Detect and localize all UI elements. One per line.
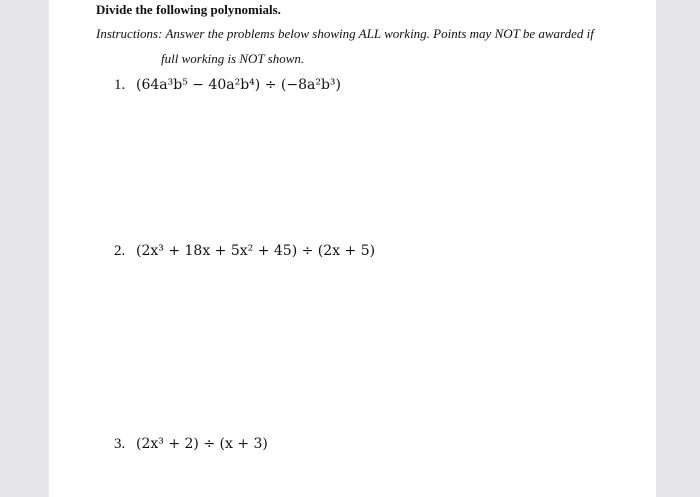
problem-3	[114, 436, 268, 453]
instructions-text: Instructions: Answer the problems below showing ALL working. Points may NOT be awarded if	[96, 26, 594, 41]
problem-expression: (2x³ + 18x + 5x² + 45) ÷ (2x + 5)	[136, 243, 376, 259]
worksheet-page	[48, 0, 657, 497]
problem-number: 2.	[114, 243, 126, 259]
problem-2	[114, 243, 375, 260]
instructions-text-continued: full working is NOT shown.	[161, 51, 305, 66]
problem-expression: (2x³ + 2) ÷ (x + 3)	[136, 436, 268, 452]
problem-number: 1.	[114, 77, 126, 93]
problem-number: 3.	[114, 436, 126, 452]
worksheet-title: Divide the following polynomials.	[96, 2, 281, 17]
problem-expression: (64a³b⁵ − 40a²b⁴) ÷ (−8a²b³)	[136, 77, 341, 93]
problem-1	[114, 77, 341, 94]
